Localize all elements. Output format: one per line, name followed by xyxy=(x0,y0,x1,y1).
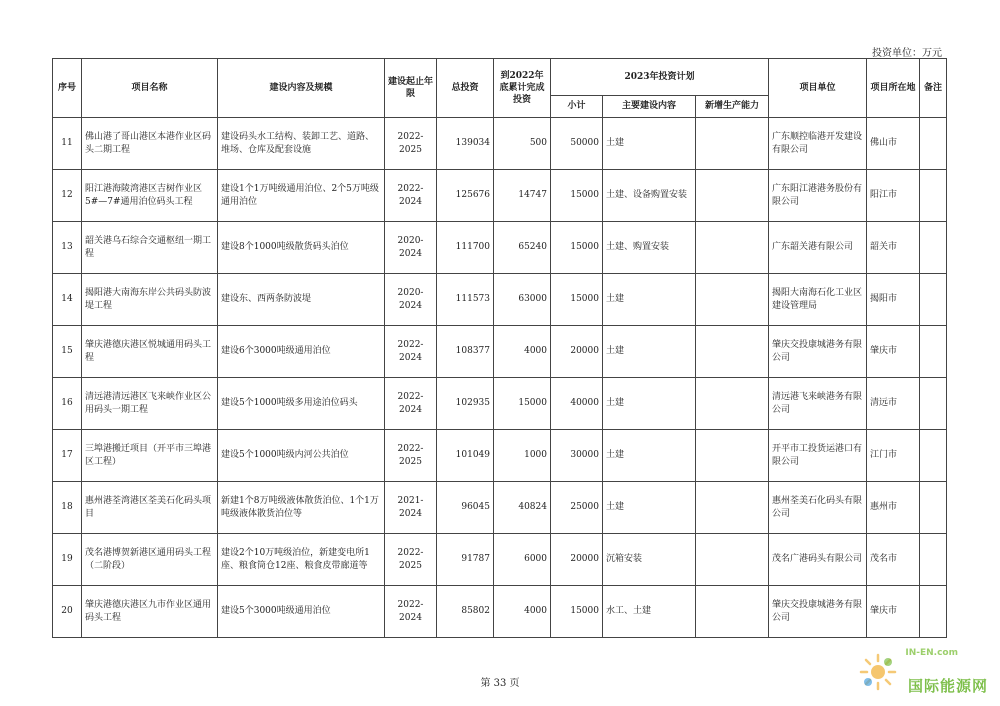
cell-construction-content: 建设1个1万吨级通用泊位、2个5万吨级通用泊位 xyxy=(218,170,385,222)
table-row xyxy=(53,222,947,274)
cell-subtotal: 15000 xyxy=(551,586,603,638)
table-row xyxy=(53,534,947,586)
cell-period: 2022-2025 xyxy=(385,118,437,170)
cell-seq: 18 xyxy=(53,482,82,534)
cell-main-content: 土建 xyxy=(603,378,696,430)
cell-subtotal: 25000 xyxy=(551,482,603,534)
cell-location: 韶关市 xyxy=(867,222,920,274)
header-construction-content: 建设内容及规模 xyxy=(218,59,385,118)
cell-remark xyxy=(920,326,947,378)
cell-cumulative-investment: 4000 xyxy=(494,326,551,378)
cell-main-content: 土建 xyxy=(603,430,696,482)
cell-remark xyxy=(920,170,947,222)
cell-period: 2020-2024 xyxy=(385,274,437,326)
cell-cumulative-investment: 500 xyxy=(494,118,551,170)
cell-subtotal: 50000 xyxy=(551,118,603,170)
cell-seq: 19 xyxy=(53,534,82,586)
cell-total-investment: 139034 xyxy=(437,118,494,170)
cell-location: 佛山市 xyxy=(867,118,920,170)
cell-total-investment: 111573 xyxy=(437,274,494,326)
cell-total-investment: 125676 xyxy=(437,170,494,222)
cell-remark xyxy=(920,534,947,586)
cell-total-investment: 91787 xyxy=(437,534,494,586)
cell-location: 阳江市 xyxy=(867,170,920,222)
cell-period: 2022-2025 xyxy=(385,534,437,586)
cell-location: 肇庆市 xyxy=(867,326,920,378)
header-location: 项目所在地 xyxy=(867,59,920,118)
cell-new-capacity xyxy=(696,326,769,378)
sun-logo-icon xyxy=(858,652,898,692)
cell-period: 2021-2024 xyxy=(385,482,437,534)
cell-total-investment: 108377 xyxy=(437,326,494,378)
table-row xyxy=(53,118,947,170)
cell-construction-content: 新建1个8万吨级液体散货泊位、1个1万吨级液体散货泊位等 xyxy=(218,482,385,534)
cell-subtotal: 15000 xyxy=(551,170,603,222)
header-new-capacity: 新增生产能力 xyxy=(696,96,769,118)
cell-new-capacity xyxy=(696,430,769,482)
cell-main-content: 土建、设备购置安装 xyxy=(603,170,696,222)
header-project-unit: 项目单位 xyxy=(769,59,867,118)
cell-project-unit: 广东阳江港港务股份有限公司 xyxy=(769,170,867,222)
cell-subtotal: 20000 xyxy=(551,534,603,586)
cell-new-capacity xyxy=(696,586,769,638)
cell-project-name: 清远港清远港区飞来峡作业区公用码头一期工程 xyxy=(82,378,218,430)
cell-construction-content: 建设2个10万吨级泊位，新建变电所1座、粮食筒仓12座、粮食皮带廊道等 xyxy=(218,534,385,586)
cell-seq: 14 xyxy=(53,274,82,326)
cell-project-name: 佛山港了哥山港区本港作业区码头二期工程 xyxy=(82,118,218,170)
cell-new-capacity xyxy=(696,378,769,430)
investment-unit-label: 投资单位：万元 xyxy=(872,48,942,59)
header-project-name: 项目名称 xyxy=(82,59,218,118)
cell-location: 揭阳市 xyxy=(867,274,920,326)
cell-construction-content: 建设8个1000吨级散货码头泊位 xyxy=(218,222,385,274)
header-subtotal: 小计 xyxy=(551,96,603,118)
header-cumulative-investment: 到2022年底累计完成投资 xyxy=(494,59,551,118)
watermark-text-en: IN-EN.com xyxy=(905,648,958,658)
table-row xyxy=(53,430,947,482)
header-period: 建设起止年限 xyxy=(385,59,437,118)
cell-new-capacity xyxy=(696,534,769,586)
cell-project-unit: 广东顺控临港开发建设有限公司 xyxy=(769,118,867,170)
cell-construction-content: 建设东、西两条防波堤 xyxy=(218,274,385,326)
cell-total-investment: 102935 xyxy=(437,378,494,430)
cell-project-name: 阳江港海陵湾港区吉树作业区5#—7#通用泊位码头工程 xyxy=(82,170,218,222)
cell-main-content: 土建 xyxy=(603,482,696,534)
cell-construction-content: 建设码头水工结构、装卸工艺、道路、堆场、仓库及配套设施 xyxy=(218,118,385,170)
cell-project-unit: 开平市工投货运港口有限公司 xyxy=(769,430,867,482)
cell-project-name: 肇庆港德庆港区九市作业区通用码头工程 xyxy=(82,586,218,638)
cell-remark xyxy=(920,482,947,534)
cell-subtotal: 20000 xyxy=(551,326,603,378)
cell-project-unit: 惠州荃美石化码头有限公司 xyxy=(769,482,867,534)
cell-project-name: 茂名港博贺新港区通用码头工程（二阶段） xyxy=(82,534,218,586)
cell-location: 清远市 xyxy=(867,378,920,430)
cell-location: 惠州市 xyxy=(867,482,920,534)
cell-seq: 20 xyxy=(53,586,82,638)
cell-remark xyxy=(920,118,947,170)
cell-new-capacity xyxy=(696,482,769,534)
cell-project-name: 肇庆港德庆港区悦城通用码头工程 xyxy=(82,326,218,378)
cell-seq: 16 xyxy=(53,378,82,430)
page-number: 第 33 页 xyxy=(480,678,520,689)
cell-seq: 12 xyxy=(53,170,82,222)
cell-new-capacity xyxy=(696,222,769,274)
cell-remark xyxy=(920,222,947,274)
cell-main-content: 土建、购置安装 xyxy=(603,222,696,274)
cell-remark xyxy=(920,586,947,638)
cell-subtotal: 15000 xyxy=(551,222,603,274)
cell-project-unit: 清远港飞来峡港务有限公司 xyxy=(769,378,867,430)
cell-period: 2022-2024 xyxy=(385,170,437,222)
cell-new-capacity xyxy=(696,170,769,222)
cell-main-content: 土建 xyxy=(603,326,696,378)
cell-project-name: 韶关港乌石综合交通枢纽一期工程 xyxy=(82,222,218,274)
cell-total-investment: 111700 xyxy=(437,222,494,274)
cell-period: 2020-2024 xyxy=(385,222,437,274)
cell-project-name: 三埠港搬迁项目（开平市三埠港区工程） xyxy=(82,430,218,482)
cell-seq: 17 xyxy=(53,430,82,482)
cell-cumulative-investment: 65240 xyxy=(494,222,551,274)
table-row xyxy=(53,482,947,534)
cell-period: 2022-2024 xyxy=(385,586,437,638)
cell-cumulative-investment: 14747 xyxy=(494,170,551,222)
cell-remark xyxy=(920,274,947,326)
table-row xyxy=(53,170,947,222)
cell-period: 2022-2025 xyxy=(385,430,437,482)
cell-main-content: 土建 xyxy=(603,118,696,170)
cell-total-investment: 85802 xyxy=(437,586,494,638)
cell-project-unit: 揭阳大南海石化工业区建设管理局 xyxy=(769,274,867,326)
cell-project-name: 揭阳港大南海东岸公共码头防波堤工程 xyxy=(82,274,218,326)
table-row xyxy=(53,326,947,378)
cell-subtotal: 30000 xyxy=(551,430,603,482)
cell-remark xyxy=(920,378,947,430)
header-seq: 序号 xyxy=(53,59,82,118)
cell-cumulative-investment: 4000 xyxy=(494,586,551,638)
cell-construction-content: 建设6个3000吨级通用泊位 xyxy=(218,326,385,378)
cell-seq: 11 xyxy=(53,118,82,170)
cell-period: 2022-2024 xyxy=(385,326,437,378)
cell-period: 2022-2024 xyxy=(385,378,437,430)
cell-total-investment: 101049 xyxy=(437,430,494,482)
cell-location: 茂名市 xyxy=(867,534,920,586)
cell-project-unit: 肇庆交投康城港务有限公司 xyxy=(769,326,867,378)
cell-seq: 15 xyxy=(53,326,82,378)
cell-project-unit: 肇庆交投康城港务有限公司 xyxy=(769,586,867,638)
cell-remark xyxy=(920,430,947,482)
table-header xyxy=(53,59,947,118)
table-body xyxy=(53,118,947,638)
cell-cumulative-investment: 15000 xyxy=(494,378,551,430)
header-main-content: 主要建设内容 xyxy=(603,96,696,118)
cell-location: 肇庆市 xyxy=(867,586,920,638)
header-remark: 备注 xyxy=(920,59,947,118)
cell-construction-content: 建设5个1000吨级内河公共泊位 xyxy=(218,430,385,482)
table-row xyxy=(53,378,947,430)
cell-total-investment: 96045 xyxy=(437,482,494,534)
cell-main-content: 沉箱安装 xyxy=(603,534,696,586)
cell-cumulative-investment: 40824 xyxy=(494,482,551,534)
cell-location: 江门市 xyxy=(867,430,920,482)
cell-new-capacity xyxy=(696,118,769,170)
table-row xyxy=(53,274,947,326)
cell-project-unit: 广东韶关港有限公司 xyxy=(769,222,867,274)
investment-plan-table xyxy=(52,58,947,638)
cell-project-unit: 茂名广港码头有限公司 xyxy=(769,534,867,586)
cell-subtotal: 15000 xyxy=(551,274,603,326)
cell-main-content: 水工、土建 xyxy=(603,586,696,638)
cell-new-capacity xyxy=(696,274,769,326)
cell-seq: 13 xyxy=(53,222,82,274)
header-total-investment: 总投资 xyxy=(437,59,494,118)
table-row xyxy=(53,586,947,638)
cell-project-name: 惠州港荃湾港区荃美石化码头项目 xyxy=(82,482,218,534)
cell-construction-content: 建设5个3000吨级通用泊位 xyxy=(218,586,385,638)
cell-main-content: 土建 xyxy=(603,274,696,326)
cell-cumulative-investment: 6000 xyxy=(494,534,551,586)
header-plan-2023: 2023年投资计划 xyxy=(551,59,769,96)
cell-cumulative-investment: 63000 xyxy=(494,274,551,326)
cell-cumulative-investment: 1000 xyxy=(494,430,551,482)
watermark-text-cn: 国际能源网 xyxy=(907,677,988,695)
cell-subtotal: 40000 xyxy=(551,378,603,430)
cell-construction-content: 建设5个1000吨级多用途泊位码头 xyxy=(218,378,385,430)
watermark xyxy=(858,646,988,696)
